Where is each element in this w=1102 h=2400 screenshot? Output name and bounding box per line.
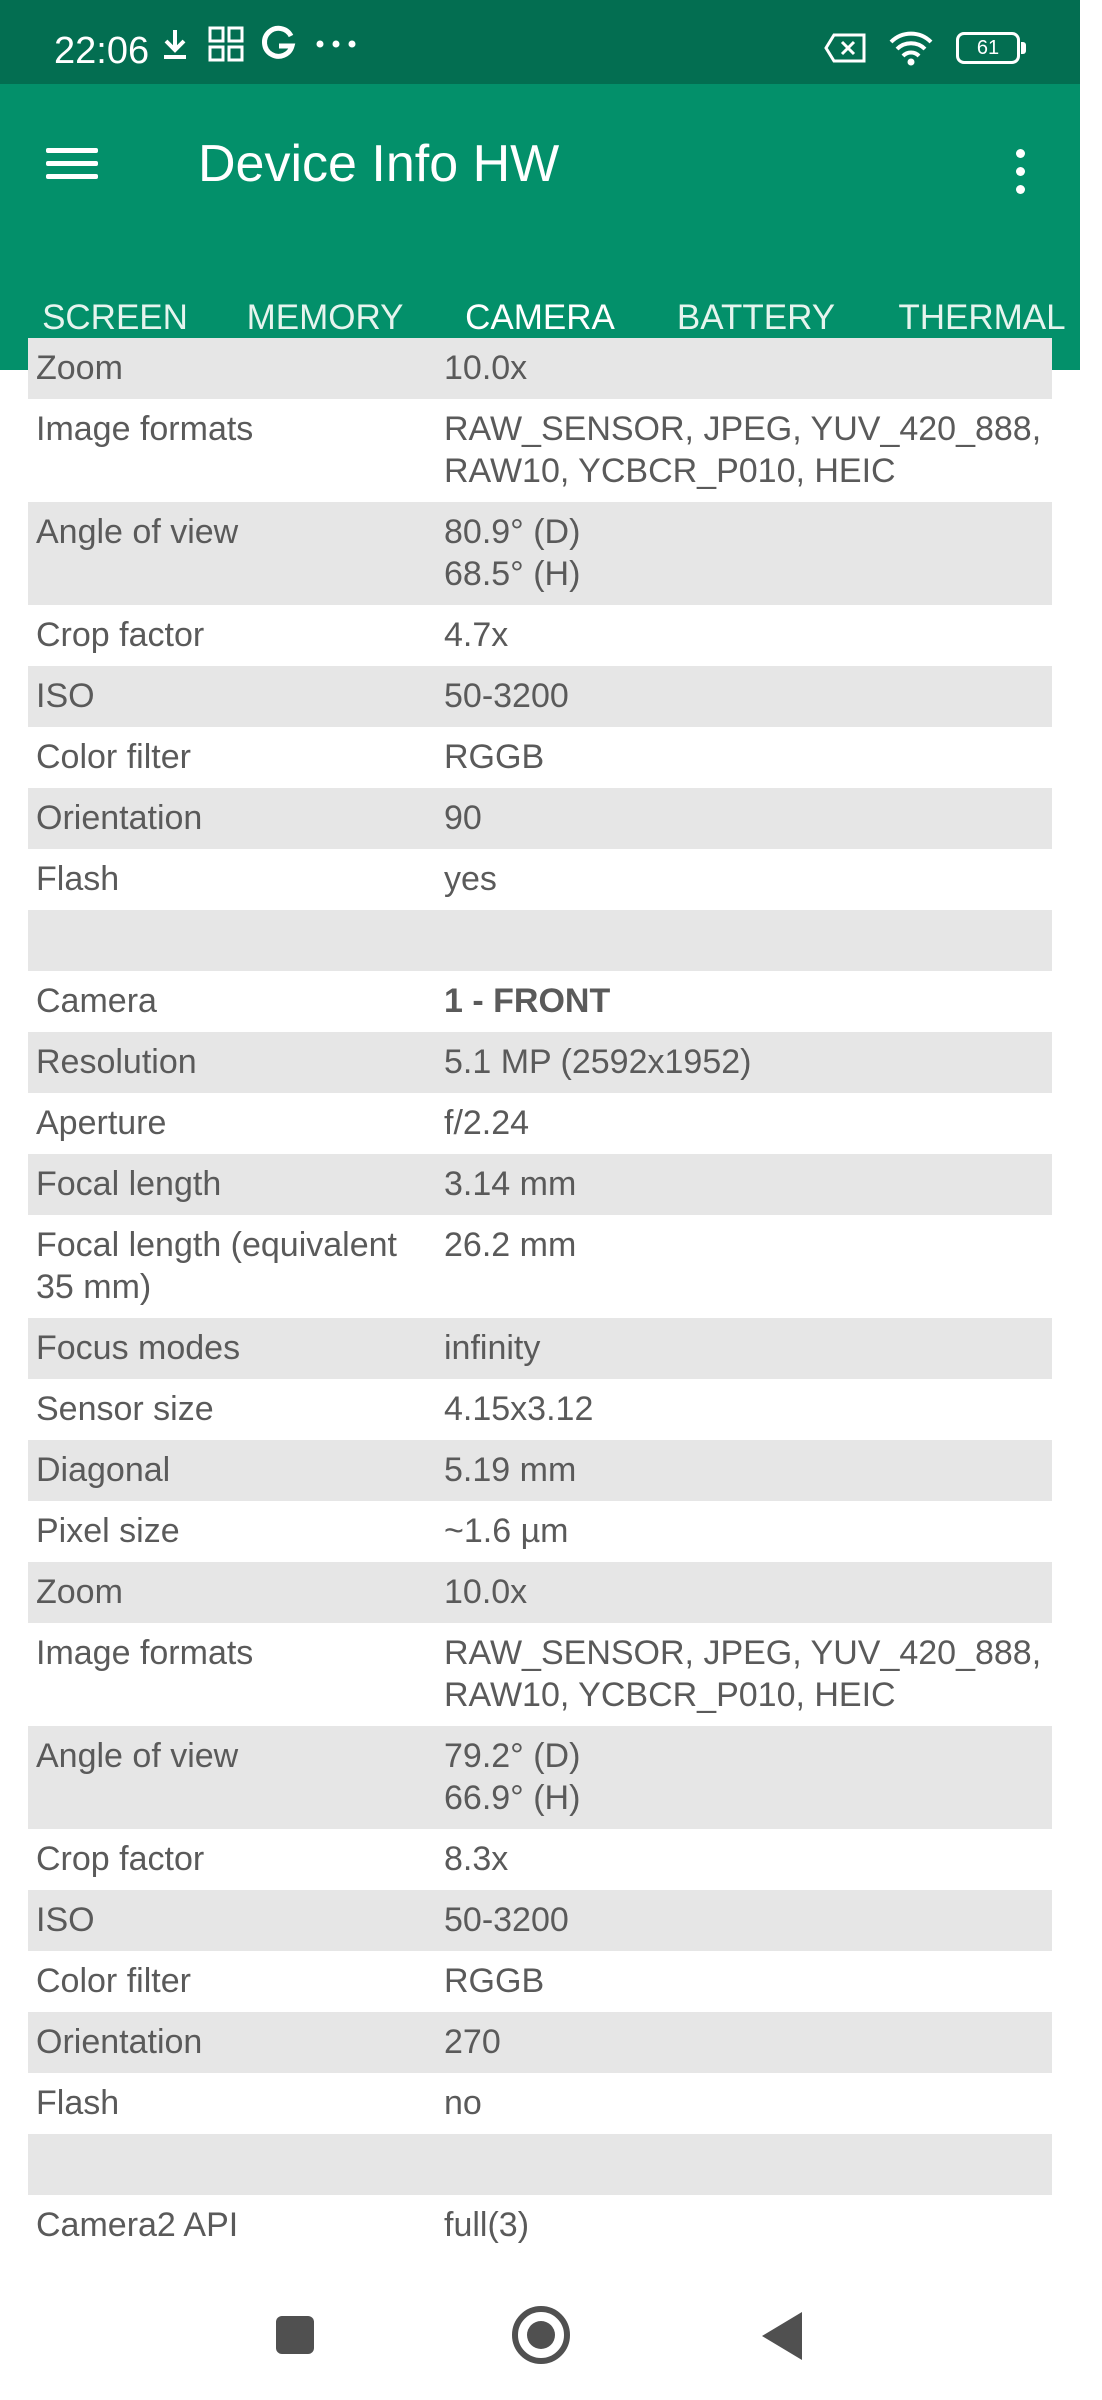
table-row [28, 788, 1052, 849]
row-value: 79.2° (D) 66.9° (H) [444, 1737, 581, 1817]
more-dots-icon [314, 38, 358, 50]
table-row [28, 338, 1052, 399]
tab-screen[interactable]: SCREEN [42, 298, 188, 337]
row-value: ~1.6 µm [444, 1512, 569, 1550]
table-row [28, 849, 1052, 910]
table-row [28, 2195, 1052, 2256]
table-row [28, 1440, 1052, 1501]
overflow-menu-icon[interactable] [1000, 136, 1040, 206]
row-label: Aperture [36, 1104, 167, 1142]
row-value: 3.14 mm [444, 1165, 577, 1203]
row-label: Flash [36, 2084, 120, 2122]
tab-memory[interactable]: MEMORY [246, 298, 404, 337]
row-label: Flash [36, 860, 120, 898]
row-label: ISO [36, 1901, 95, 1939]
status-time: 22:06 [54, 30, 150, 72]
row-value: no [444, 2084, 482, 2122]
back-icon[interactable] [762, 2312, 802, 2360]
table-row [28, 605, 1052, 666]
table-row [28, 1501, 1052, 1562]
row-value: 4.15x3.12 [444, 1390, 594, 1428]
row-label: Zoom [36, 349, 123, 387]
row-value: RAW_SENSOR, JPEG, YUV_420_888, RAW10, YCBCR_P010, HEIC [444, 410, 1042, 490]
table-spacer-row [28, 910, 1052, 971]
wifi-icon [888, 30, 934, 66]
table-row [28, 1318, 1052, 1379]
row-value: f/2.24 [444, 1104, 530, 1142]
app-bar [0, 84, 1080, 370]
row-value: RGGB [444, 738, 545, 776]
navigation-bar [0, 2268, 1080, 2400]
camera-info-list[interactable] [0, 349, 1080, 2268]
table-row [28, 1379, 1052, 1440]
row-label: Camera [36, 982, 157, 1020]
row-label: Color filter [36, 1962, 191, 2000]
table-row [28, 2073, 1052, 2134]
row-value: full(3) [444, 2206, 530, 2244]
row-label: Pixel size [36, 1512, 180, 1550]
row-value: yes [444, 860, 497, 898]
table-row [28, 1562, 1052, 1623]
table-row [28, 666, 1052, 727]
table-spacer-row [28, 2134, 1052, 2195]
status-icons-right [824, 30, 1020, 66]
row-label: Camera2 API [36, 2206, 239, 2244]
google-icon [262, 26, 296, 62]
row-label: Zoom [36, 1573, 123, 1611]
download-icon [160, 27, 190, 61]
row-value: 10.0x [444, 349, 528, 387]
row-value: 90 [444, 799, 482, 837]
row-label: Orientation [36, 799, 203, 837]
table-row [28, 1726, 1052, 1829]
table-row [28, 2012, 1052, 2073]
row-label: Focal length [36, 1165, 222, 1203]
row-value: 50-3200 [444, 1901, 569, 1939]
menu-icon[interactable] [46, 140, 106, 200]
status-icons-left [160, 26, 358, 62]
tab-thermal[interactable]: THERMAL [898, 298, 1066, 337]
status-bar [0, 0, 1080, 84]
row-label: Image formats [36, 410, 254, 448]
row-label: Resolution [36, 1043, 197, 1081]
row-value: 1 - FRONT [444, 982, 611, 1020]
row-value: 270 [444, 2023, 501, 2061]
row-label: Image formats [36, 1634, 254, 1672]
table-row [28, 1215, 1052, 1318]
table-row [28, 399, 1052, 502]
row-value: 4.7x [444, 616, 509, 654]
row-label: ISO [36, 677, 95, 715]
table-row [28, 502, 1052, 605]
row-value: 26.2 mm [444, 1226, 577, 1264]
apps-icon [208, 26, 244, 62]
row-label: Crop factor [36, 1840, 205, 1878]
tab-camera[interactable]: CAMERA [465, 298, 615, 337]
battery-icon [956, 32, 1020, 64]
sim-off-icon [824, 33, 866, 63]
row-value: infinity [444, 1329, 541, 1367]
row-value: 5.1 MP (2592x1952) [444, 1043, 752, 1081]
row-value: 80.9° (D) 68.5° (H) [444, 513, 581, 593]
row-value: 10.0x [444, 1573, 528, 1611]
row-value: 8.3x [444, 1840, 509, 1878]
table-row [28, 971, 1052, 1032]
table-row [28, 1154, 1052, 1215]
table-row [28, 1093, 1052, 1154]
row-label: Diagonal [36, 1451, 171, 1489]
row-value: RAW_SENSOR, JPEG, YUV_420_888, RAW10, YCBCR_P010, HEIC [444, 1634, 1042, 1714]
table-row [28, 727, 1052, 788]
battery-level: 61 [976, 36, 1000, 59]
row-label: Angle of view [36, 513, 239, 551]
table-row [28, 1623, 1052, 1726]
home-icon[interactable] [512, 2306, 570, 2364]
app-title: Device Info HW [198, 135, 560, 193]
row-value: 50-3200 [444, 677, 569, 715]
tab-battery[interactable]: BATTERY [676, 298, 836, 337]
row-label: Angle of view [36, 1737, 239, 1775]
row-label: Color filter [36, 738, 191, 776]
table-row [28, 1829, 1052, 1890]
row-label: Focal length (equivalent 35 mm) [36, 1226, 398, 1306]
recent-apps-icon[interactable] [276, 2316, 314, 2354]
row-value: 5.19 mm [444, 1451, 577, 1489]
row-value: RGGB [444, 1962, 545, 2000]
table-row [28, 1890, 1052, 1951]
row-label: Orientation [36, 2023, 203, 2061]
table-row [28, 1032, 1052, 1093]
row-label: Focus modes [36, 1329, 241, 1367]
camera-info-table [28, 338, 1052, 2256]
table-row [28, 1951, 1052, 2012]
row-label: Sensor size [36, 1390, 214, 1428]
row-label: Crop factor [36, 616, 205, 654]
